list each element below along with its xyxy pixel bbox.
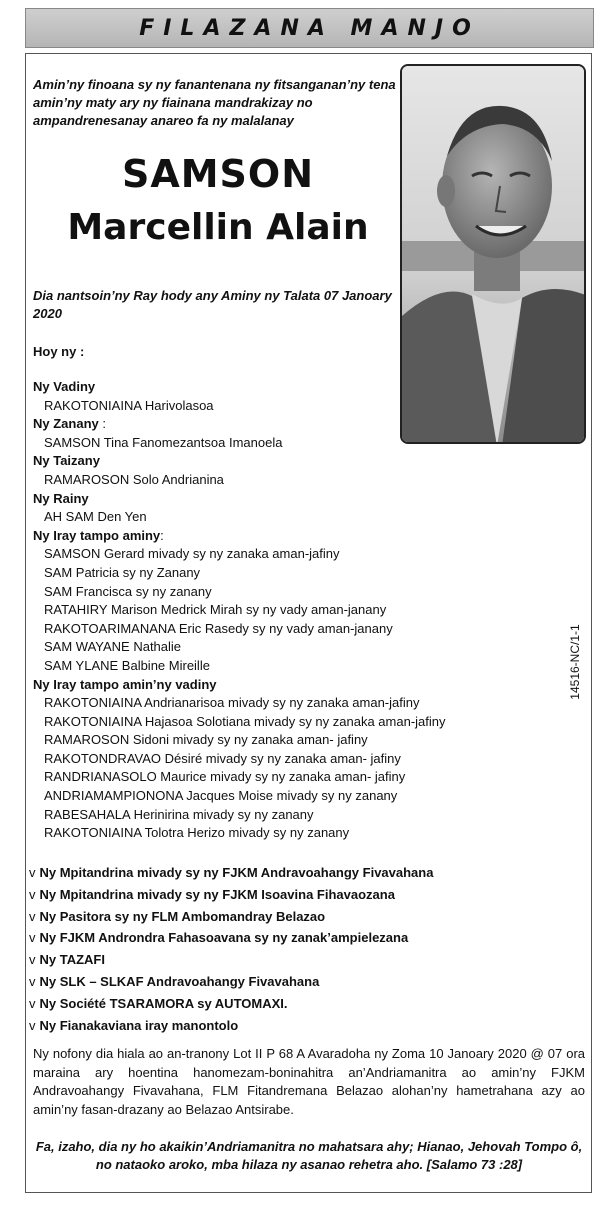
family-group-label: Ny Taizany xyxy=(33,453,100,469)
family-group-heading xyxy=(33,452,573,471)
organization-item xyxy=(29,993,569,1015)
reference-code: 14516-NC/1-1 xyxy=(568,624,582,700)
family-group-heading xyxy=(33,676,573,695)
family-list xyxy=(33,378,573,843)
deceased-given-names: Marcellin Alain xyxy=(67,207,369,248)
death-notice: Dia nantsoin’ny Ray hody any Aminy ny Talata 07 Janoary 2020 xyxy=(33,288,392,321)
family-group-heading xyxy=(33,490,573,509)
family-group-label: Ny Iray tampo amin’ny vadiny xyxy=(33,676,217,692)
organization-name: Ny Mpitandrina mivady sy ny FJKM Andravoahangy Fivavahana xyxy=(39,865,434,880)
family-group-heading xyxy=(33,527,573,546)
organization-item xyxy=(29,1015,569,1037)
family-group-label: Ny Zanany xyxy=(33,416,99,432)
organization-item xyxy=(29,906,569,928)
family-member: AH SAM Den Yen xyxy=(44,509,147,525)
family-member: SAM YLANE Balbine Mireille xyxy=(44,657,210,673)
organization-item xyxy=(29,971,569,993)
family-group-heading xyxy=(33,415,573,434)
family-member: RANDRIANASOLO Maurice mivady sy ny zanaka aman- jafiny xyxy=(44,769,406,785)
family-group-suffix: : xyxy=(98,416,106,432)
family-member: SAMSON Tina Fanomezantsoa Imanoela xyxy=(44,434,283,450)
organization-name: Ny Mpitandrina mivady sy ny FJKM Isoavina Fihavaozana xyxy=(39,886,395,902)
organizations-list xyxy=(29,862,569,1036)
funeral-details: Ny nofony dia hiala ao an-tranony Lot II P 68 A Avaradoha ny Zoma 10 Janoary 2020 @ 07 ora maraina ary hoentina hanomezam-boninahitra an’Andriamanitra ao amin’ny FJKM Andravoahangy Fivavahana, FLM Fitandremana Belazao alohan’ny hametrahana azy ao amin’ny fasan-drazany ao Belazao Antsirabe. xyxy=(33,1046,585,1117)
family-member: SAM Patricia sy ny Zanany xyxy=(44,564,201,580)
organization-name: Ny SLK – SLKAF Andravoahangy Fivavahana xyxy=(39,973,320,989)
family-group-suffix: : xyxy=(160,527,164,543)
bullet-marker: v xyxy=(29,1017,36,1033)
bullet-marker: v xyxy=(29,908,36,924)
organization-name: Ny Fianakaviana iray manontolo xyxy=(39,1017,239,1033)
organization-name: Ny Société TSARAMORA sy AUTOMAXI. xyxy=(39,995,288,1011)
hoy-ny-label: Hoy ny : xyxy=(33,344,85,359)
family-member: SAMSON Gerard mivady sy ny zanaka aman-jafiny xyxy=(44,546,340,562)
organization-item xyxy=(29,862,569,884)
bullet-marker: v xyxy=(29,865,36,880)
header-title: FILAZANA MANJO xyxy=(139,15,480,41)
family-member: RAKOTOARIMANANA Eric Rasedy sy ny vady aman-janany xyxy=(44,620,393,636)
family-member: RAKOTONDRAVAO Désiré mivady sy ny zanaka aman- jafiny xyxy=(44,750,401,766)
deceased-surname: SAMSON xyxy=(121,152,315,196)
family-group-label: Ny Iray tampo aminy xyxy=(33,527,161,543)
family-member: SAM WAYANE Nathalie xyxy=(44,639,182,655)
bullet-marker: v xyxy=(29,886,36,902)
organization-name: Ny FJKM Androndra Fahasoavana sy ny zanak’ampielezana xyxy=(39,930,409,946)
bullet-marker: v xyxy=(29,995,36,1011)
family-member: SAM Francisca sy ny zanany xyxy=(44,583,212,599)
organization-name: Ny Pasitora sy ny FLM Ambomandray Belazao xyxy=(39,908,326,924)
organization-item xyxy=(29,927,569,949)
header-banner xyxy=(25,8,594,48)
family-member: RABESAHALA Herinirina mivady sy ny zanany xyxy=(44,806,314,822)
bullet-marker: v xyxy=(29,973,36,989)
family-member: ANDRIAMAMPIONONA Jacques Moise mivady sy ny zanany xyxy=(44,788,398,804)
family-member: RAKOTONIAINA Hajasoa Solotiana mivady sy ny zanaka aman-jafiny xyxy=(44,713,446,729)
organization-item xyxy=(29,884,569,906)
psalm-quote: Fa, izaho, dia ny ho akaikin’Andriamanitra no mahatsara ahy; Hianao, Jehovah Tompo ô, no nataoko aroko, mba hilaza ny asanao rehetra aho. [Salamo 73 :28] xyxy=(35,1139,583,1172)
family-member: RAKOTONIAINA Andrianarisoa mivady sy ny zanaka aman-jafiny xyxy=(44,695,420,711)
family-member: RATAHIRY Marison Medrick Mirah sy ny vady aman-janany xyxy=(44,602,387,618)
family-group-label: Ny Rainy xyxy=(33,490,89,506)
organization-item xyxy=(29,949,569,971)
bullet-marker: v xyxy=(29,930,36,946)
organization-name: Ny TAZAFI xyxy=(39,952,105,968)
bullet-marker: v xyxy=(29,952,36,968)
reference-code-box xyxy=(566,612,584,712)
family-group-heading xyxy=(33,378,573,397)
family-member: RAKOTONIAINA Harivolasoa xyxy=(44,397,214,413)
family-member: RAMAROSON Solo Andrianina xyxy=(44,471,224,487)
intro-text: Amin’ny finoana sy ny fanantenana ny fitsanganan’ny tena amin’ny maty ary ny fiainana mandrakizay no ampandrenesanay anareo fa ny malalanay xyxy=(33,77,396,128)
family-group-label: Ny Vadiny xyxy=(33,379,96,394)
family-member: RAKOTONIAINA Tolotra Herizo mivady sy ny zanany xyxy=(44,825,350,841)
family-member: RAMAROSON Sidoni mivady sy ny zanaka aman- jafiny xyxy=(44,732,368,748)
